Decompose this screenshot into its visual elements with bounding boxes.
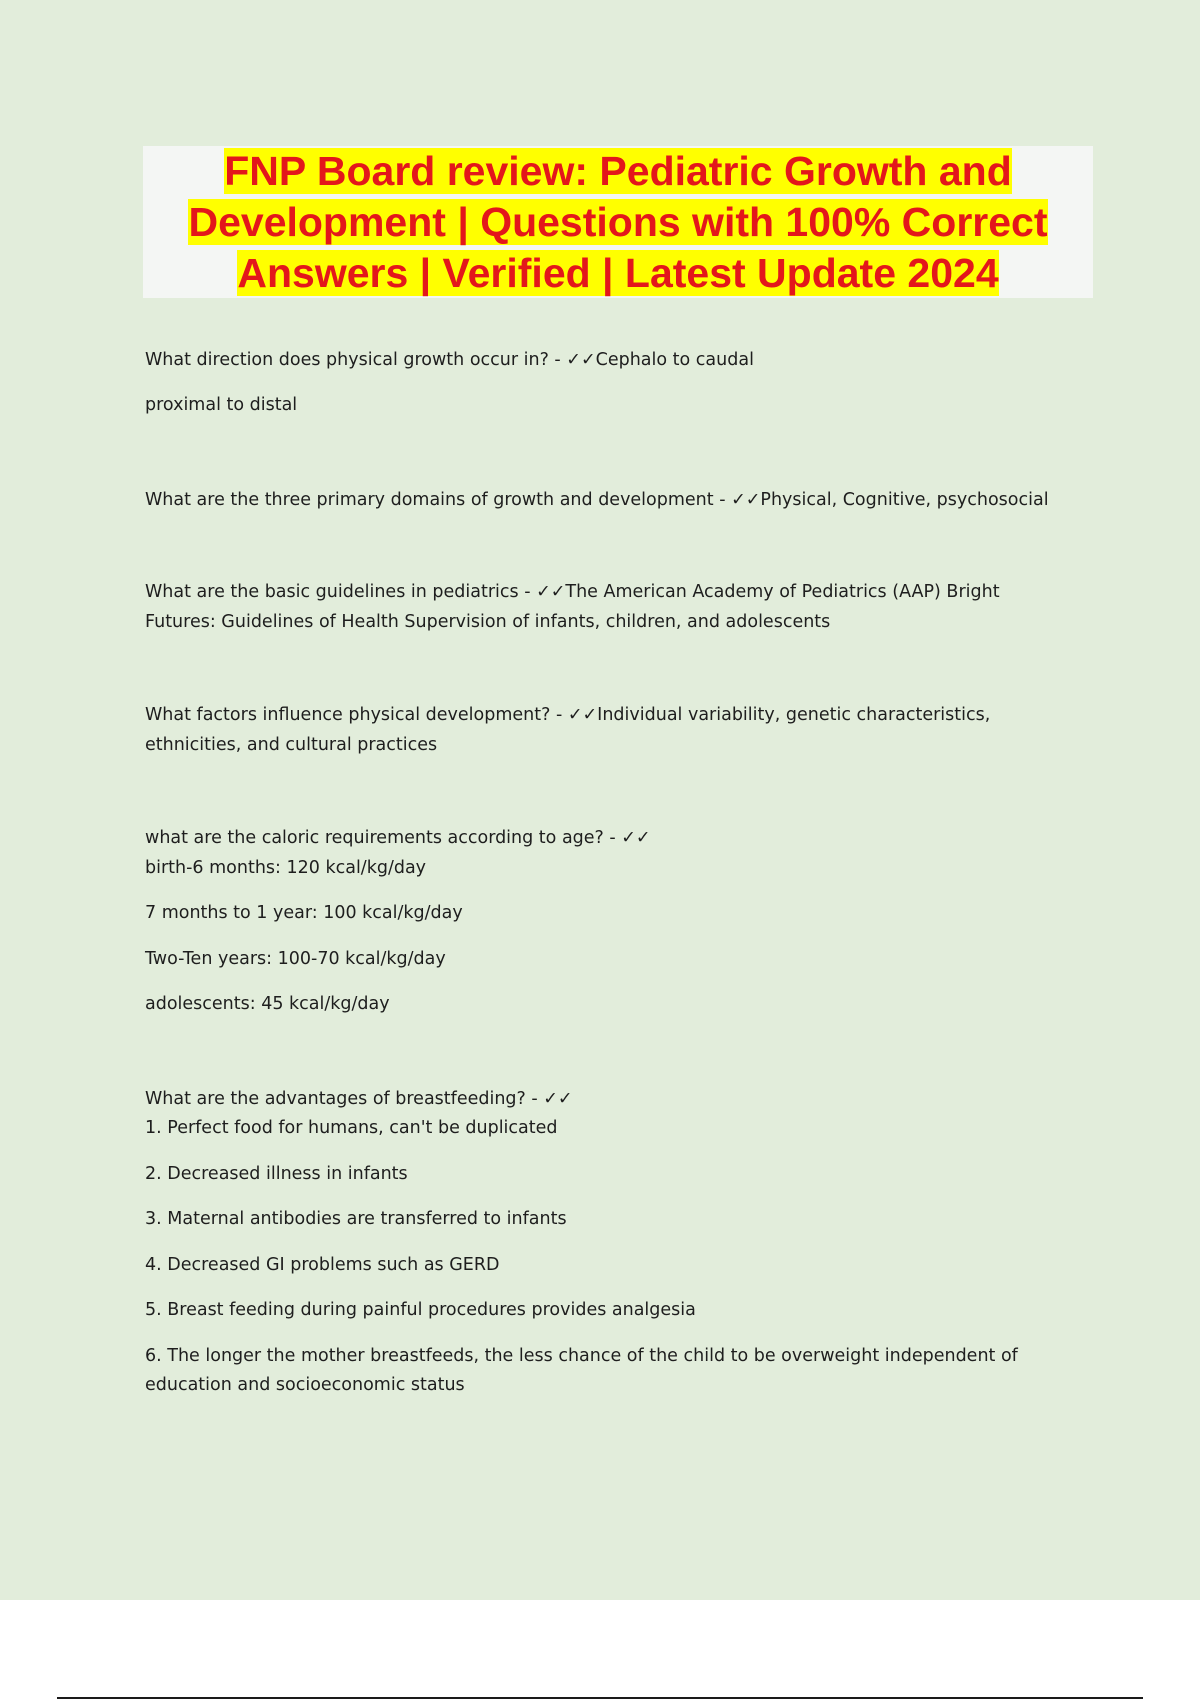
question-physical-development-factors-cont: ethnicities, and cultural practices — [145, 735, 438, 755]
question-basic-guidelines: What are the basic guidelines in pediatrics - ✓✓The American Academy of Pediatrics (AAP) Bright — [145, 582, 1000, 602]
question-physical-growth-direction: What direction does physical growth occur in? - ✓✓Cephalo to caudal — [145, 350, 754, 370]
document-title-text: FNP Board review: Pediatric Growth and Development | Questions with 100% Correct Answers | Verified | Latest Update 2024 — [188, 148, 1048, 296]
answer-line: adolescents: 45 kcal/kg/day — [145, 994, 390, 1014]
question-caloric-requirements: what are the caloric requirements according to age? - ✓✓ — [145, 828, 651, 848]
document-title — [143, 146, 1093, 299]
question-breastfeeding-advantages: What are the advantages of breastfeeding? - ✓✓ — [145, 1089, 573, 1109]
answer-line: 2. Decreased illness in infants — [145, 1164, 408, 1184]
answer-line: 5. Breast feeding during painful procedures provides analgesia — [145, 1300, 696, 1320]
question-primary-domains: What are the three primary domains of growth and development - ✓✓Physical, Cognitive, psychosocial — [145, 490, 1049, 510]
answer-line: Two-Ten years: 100-70 kcal/kg/day — [145, 949, 446, 969]
question-basic-guidelines-cont: Futures: Guidelines of Health Supervision of infants, children, and adolescents — [145, 612, 831, 632]
title-banner — [143, 146, 1093, 298]
answer-line: 6. The longer the mother breastfeeds, the less chance of the child to be overweight independent of — [145, 1346, 1018, 1366]
footer-divider — [57, 1697, 1143, 1699]
answer-line: education and socioeconomic status — [145, 1375, 465, 1395]
answer-line: 1. Perfect food for humans, can't be duplicated — [145, 1118, 558, 1138]
answer-line: 7 months to 1 year: 100 kcal/kg/day — [145, 903, 463, 923]
answer-line: 3. Maternal antibodies are transferred to infants — [145, 1209, 567, 1229]
question-physical-development-factors: What factors influence physical development? - ✓✓Individual variability, genetic characteristics, — [145, 705, 991, 725]
answer-line: birth-6 months: 120 kcal/kg/day — [145, 858, 427, 878]
answer-line: proximal to distal — [145, 395, 298, 415]
answer-line: 4. Decreased GI problems such as GERD — [145, 1255, 500, 1275]
